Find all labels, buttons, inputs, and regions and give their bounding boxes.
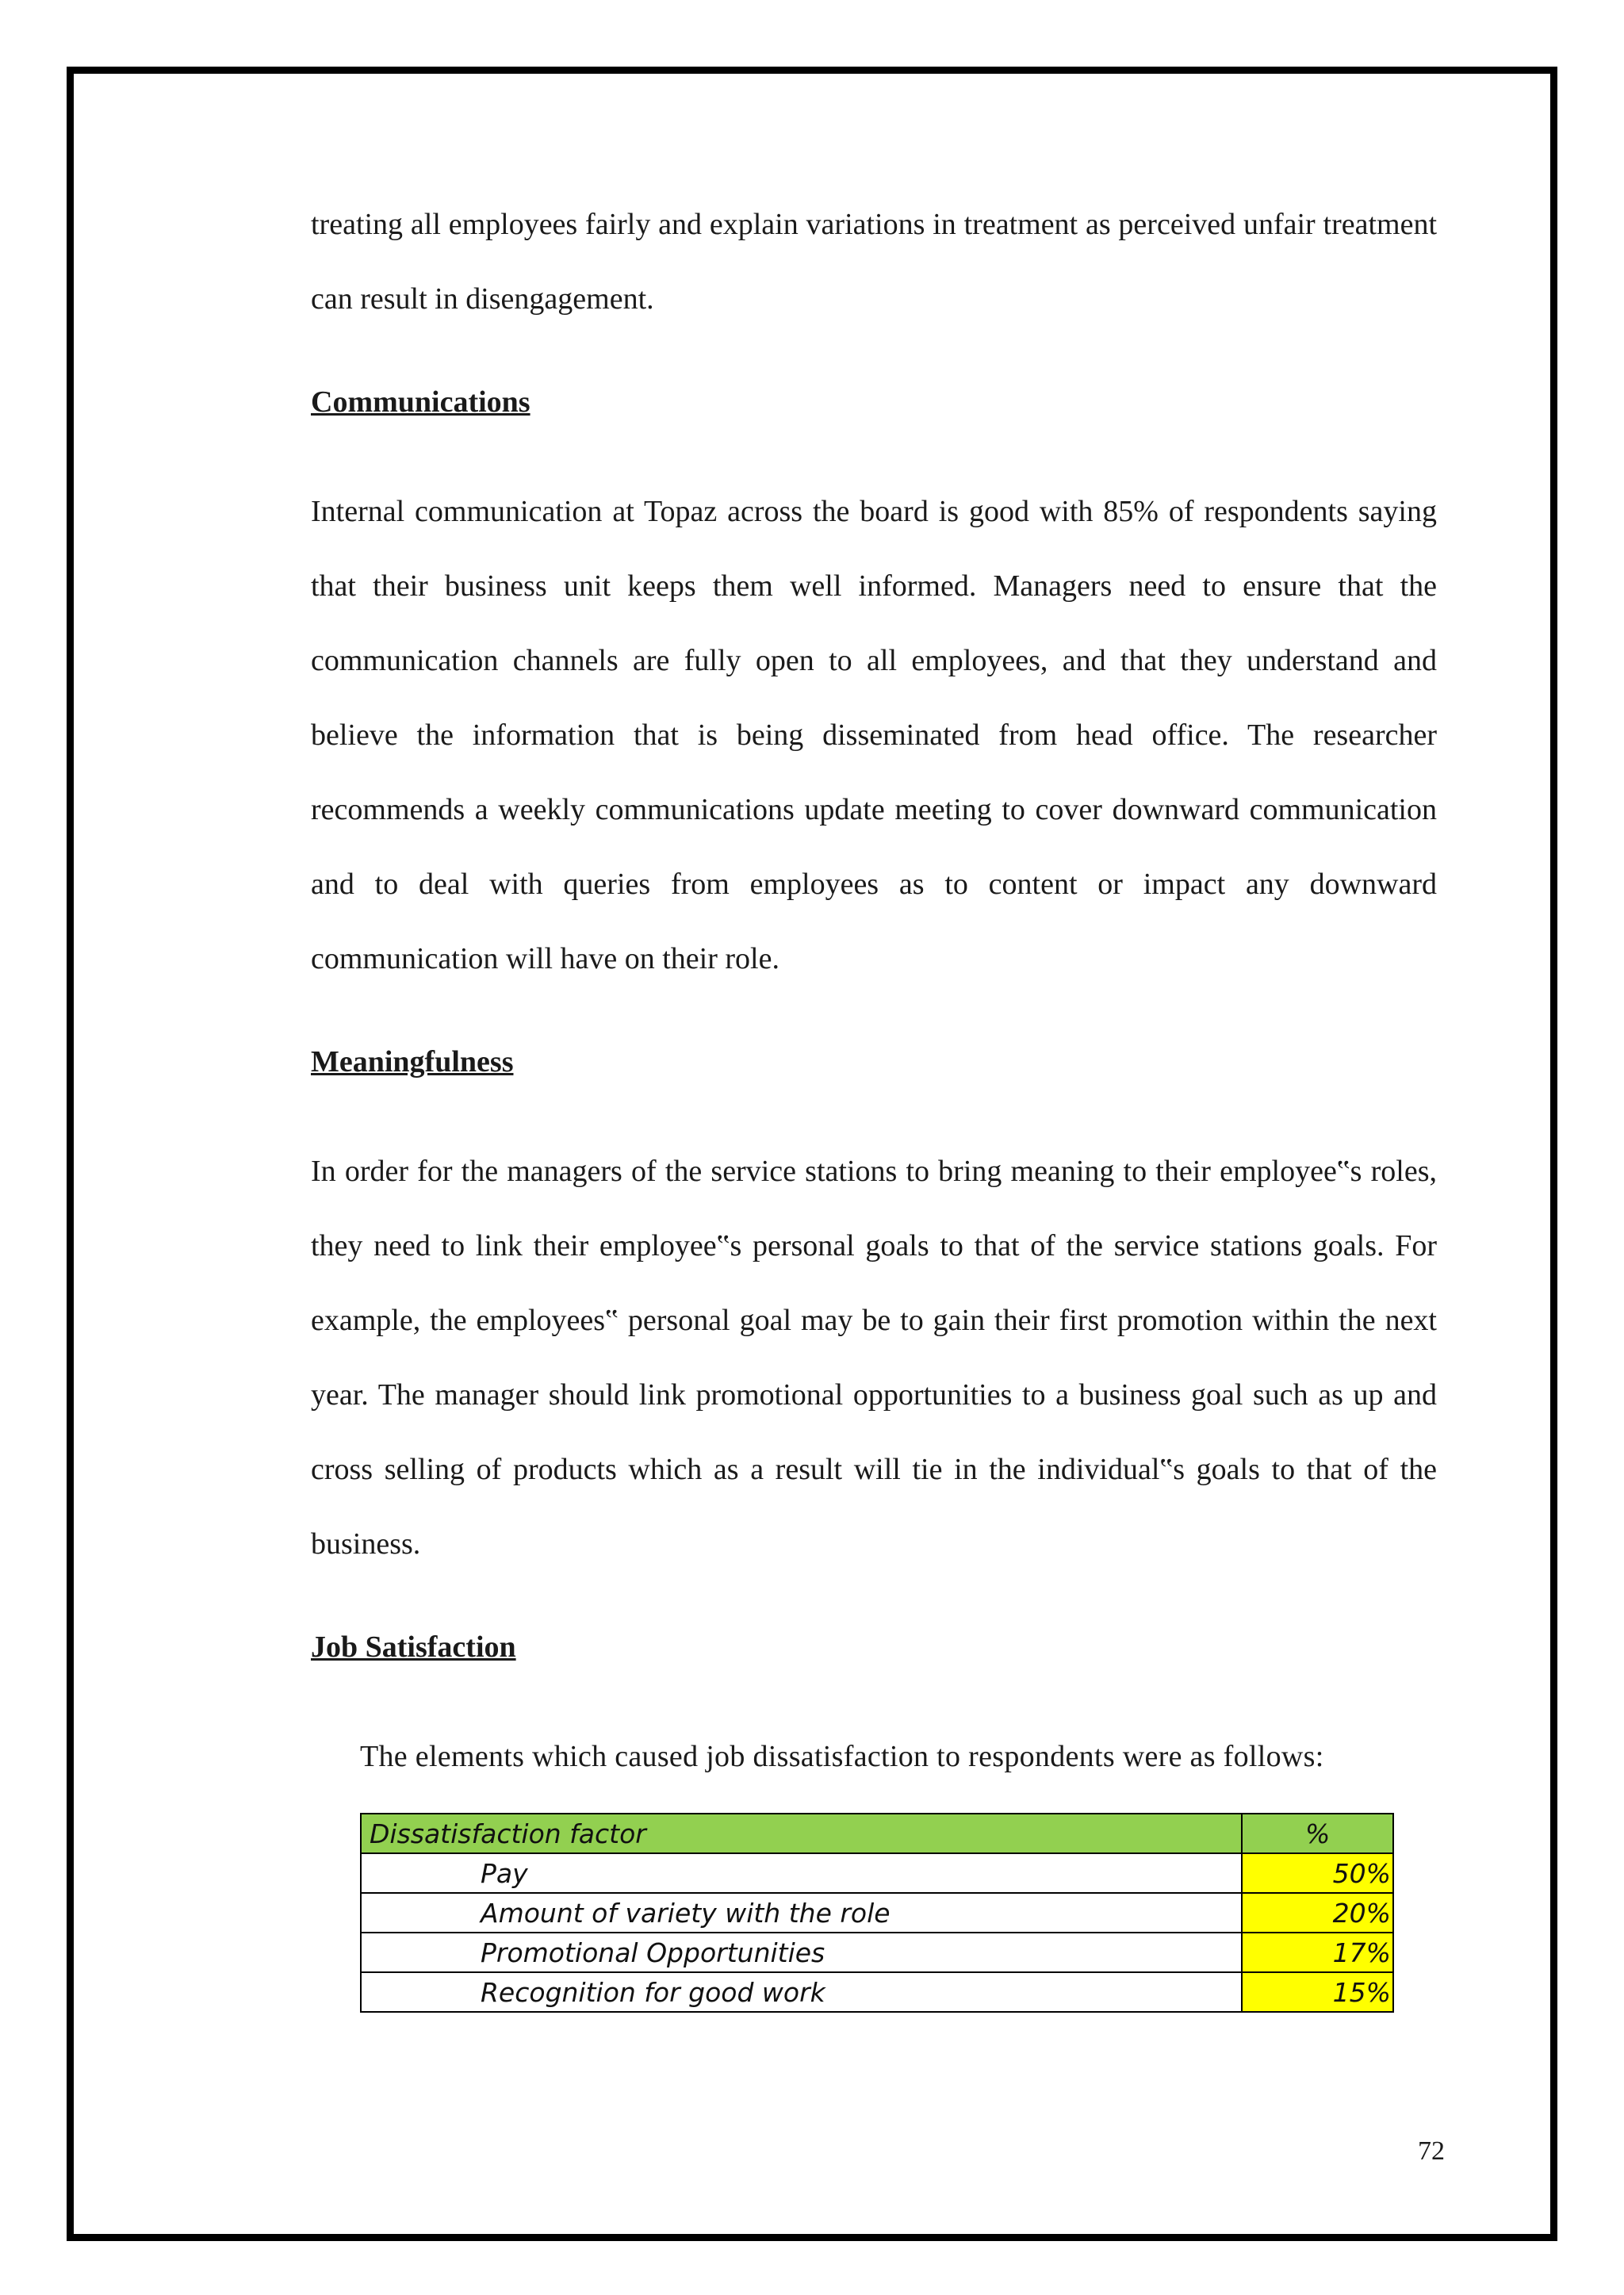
table-header-row bbox=[361, 1814, 1393, 1853]
percent-cell: 15% bbox=[1242, 1972, 1393, 2012]
factor-cell: Amount of variety with the role bbox=[361, 1893, 1242, 1933]
document-body bbox=[311, 187, 1437, 2013]
percent-cell: 20% bbox=[1242, 1893, 1393, 1933]
percent-cell: 17% bbox=[1242, 1933, 1393, 1972]
table-row bbox=[361, 1933, 1393, 1972]
factor-cell: Recognition for good work bbox=[361, 1972, 1242, 2012]
table-row bbox=[361, 1853, 1393, 1893]
header-factor-cell: Dissatisfaction factor bbox=[361, 1814, 1242, 1853]
dissatisfaction-table-wrapper bbox=[360, 1813, 1437, 2013]
percent-cell: 50% bbox=[1242, 1853, 1393, 1893]
dissatisfaction-table bbox=[360, 1813, 1394, 2013]
table-row bbox=[361, 1972, 1393, 2012]
heading-meaningfulness: Meaningfulness bbox=[311, 1045, 514, 1079]
header-percent-cell: % bbox=[1242, 1814, 1393, 1853]
paragraph-intro: treating all employees fairly and explain variations in treatment as perceived unfair treatment can result in disengagement. bbox=[311, 208, 1437, 316]
paragraph-communications: Internal communication at Topaz across the board is good with 85% of respondents saying that their business unit keeps them well informed. Managers need to ensure that the communication channels are fully open to all employees, and that they understand and believe the information that is being disseminated from head office. The researcher recommends a weekly communications update meeting to cover downward communication and to deal with queries from employees as to content or impact any downward communication will have on their role. bbox=[311, 495, 1437, 975]
table-row bbox=[361, 1893, 1393, 1933]
heading-job-satisfaction: Job Satisfaction bbox=[311, 1630, 516, 1664]
factor-cell: Pay bbox=[361, 1853, 1242, 1893]
factor-cell: Promotional Opportunities bbox=[361, 1933, 1242, 1972]
heading-communications: Communications bbox=[311, 385, 530, 419]
paragraph-job-satisfaction: The elements which caused job dissatisfaction to respondents were as follows: bbox=[360, 1740, 1324, 1773]
page-number: 72 bbox=[1418, 2136, 1445, 2166]
paragraph-meaningfulness: In order for the managers of the service stations to bring meaning to their employee‟s roles, they need to link their employee‟s personal goals to that of the service stations goals. For example, the employees‟ personal goal may be to gain their first promotion within the next year. The manager should link promotional opportunities to a business goal such as up and cross selling of products which as a result will tie in the individual‟s goals to that of the business. bbox=[311, 1155, 1437, 1561]
